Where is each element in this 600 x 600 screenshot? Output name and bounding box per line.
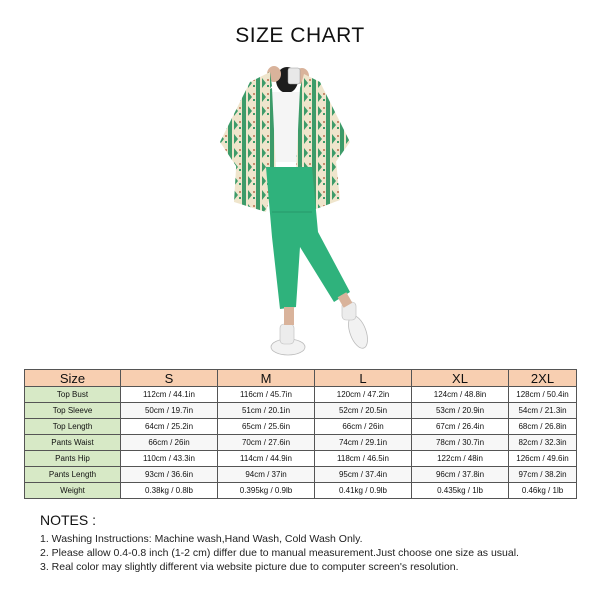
note-item: 2. Please allow 0.4-0.8 inch (1-2 cm) differ due to manual measurement.Just choose one size as usual. <box>40 547 519 559</box>
table-cell: 94cm / 37in <box>218 467 315 483</box>
table-row <box>25 403 577 419</box>
table-cell: 54cm / 21.3in <box>509 403 577 419</box>
row-label: Top Sleeve <box>25 403 121 419</box>
table-cell: 68cm / 26.8in <box>509 419 577 435</box>
table-cell: 122cm / 48in <box>412 451 509 467</box>
size-2xl-header: 2XL <box>509 370 577 387</box>
notes-heading: NOTES : <box>40 512 97 528</box>
table-cell: 67cm / 26.4in <box>412 419 509 435</box>
size-l-header: L <box>315 370 412 387</box>
table-cell: 53cm / 20.9in <box>412 403 509 419</box>
table-cell: 118cm / 46.5in <box>315 451 412 467</box>
table-cell: 95cm / 37.4in <box>315 467 412 483</box>
table-cell: 52cm / 20.5in <box>315 403 412 419</box>
table-row <box>25 483 577 499</box>
table-row <box>25 419 577 435</box>
notes-section <box>40 512 580 574</box>
table-cell: 50cm / 19.7in <box>121 403 218 419</box>
model-photo <box>200 62 370 362</box>
table-row <box>25 387 577 403</box>
table-cell: 78cm / 30.7in <box>412 435 509 451</box>
table-cell: 70cm / 27.6in <box>218 435 315 451</box>
note-item: 3. Real color may slightly different via website picture due to computer screen's resolution. <box>40 561 459 573</box>
row-label: Top Bust <box>25 387 121 403</box>
table-cell: 0.46kg / 1lb <box>509 483 577 499</box>
table-cell: 82cm / 32.3in <box>509 435 577 451</box>
table-cell: 116cm / 45.7in <box>218 387 315 403</box>
table-cell: 0.41kg / 0.9lb <box>315 483 412 499</box>
table-cell: 124cm / 48.8in <box>412 387 509 403</box>
size-table <box>24 369 577 499</box>
table-row <box>25 467 577 483</box>
table-cell: 114cm / 44.9in <box>218 451 315 467</box>
size-column-header: Size <box>25 370 121 387</box>
table-cell: 97cm / 38.2in <box>509 467 577 483</box>
table-cell: 112cm / 44.1in <box>121 387 218 403</box>
note-item: 1. Washing Instructions: Machine wash,Hand Wash, Cold Wash Only. <box>40 533 363 545</box>
size-xl-header: XL <box>412 370 509 387</box>
table-cell: 93cm / 36.6in <box>121 467 218 483</box>
table-cell: 110cm / 43.3in <box>121 451 218 467</box>
table-row <box>25 451 577 467</box>
table-cell: 64cm / 25.2in <box>121 419 218 435</box>
table-cell: 128cm / 50.4in <box>509 387 577 403</box>
page-title: SIZE CHART <box>235 24 365 47</box>
table-cell: 51cm / 20.1in <box>218 403 315 419</box>
size-s-header: S <box>121 370 218 387</box>
row-label: Pants Hip <box>25 451 121 467</box>
table-cell: 0.395kg / 0.9lb <box>218 483 315 499</box>
row-label: Pants Length <box>25 467 121 483</box>
size-header-row <box>25 370 577 387</box>
table-cell: 0.38kg / 0.8lb <box>121 483 218 499</box>
table-cell: 66cm / 26in <box>315 419 412 435</box>
table-cell: 96cm / 37.8in <box>412 467 509 483</box>
row-label: Top Length <box>25 419 121 435</box>
table-cell: 120cm / 47.2in <box>315 387 412 403</box>
row-label: Weight <box>25 483 121 499</box>
table-cell: 74cm / 29.1in <box>315 435 412 451</box>
row-label: Pants Waist <box>25 435 121 451</box>
size-m-header: M <box>218 370 315 387</box>
table-cell: 0.435kg / 1lb <box>412 483 509 499</box>
table-row <box>25 435 577 451</box>
table-cell: 65cm / 25.6in <box>218 419 315 435</box>
table-cell: 66cm / 26in <box>121 435 218 451</box>
table-cell: 126cm / 49.6in <box>509 451 577 467</box>
